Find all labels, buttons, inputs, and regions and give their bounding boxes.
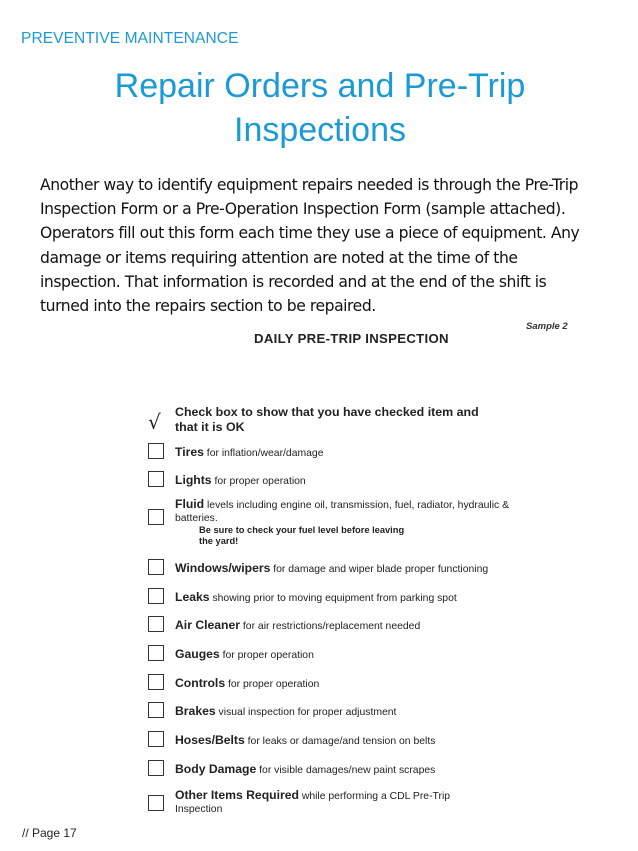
checkbox[interactable] bbox=[148, 674, 164, 690]
item-text bbox=[175, 705, 555, 720]
item-desc: visual inspection for proper adjustment bbox=[215, 707, 397, 718]
checkbox[interactable] bbox=[148, 616, 164, 632]
item-name: Gauges bbox=[175, 647, 220, 661]
item-text bbox=[175, 498, 555, 547]
intro-paragraph: Another way to identify equipment repairs needed is through the Pre-Trip Inspection Form or a Pre-Operation Inspection Form (sample attached). Operators fill out this form each time they use a piece of equipment. Any damage or items requiring attention are noted at the time of the inspection. That information is recorded and at the end of the shift is turned into the repairs section to be repaired. bbox=[40, 176, 580, 316]
item-text bbox=[175, 619, 555, 634]
item-name: Body Damage bbox=[175, 762, 257, 776]
checkbox[interactable] bbox=[148, 645, 164, 661]
item-line-1 bbox=[175, 789, 555, 804]
page-title-line-2: Inspections bbox=[234, 111, 406, 149]
item-text bbox=[175, 474, 555, 489]
checkbox[interactable] bbox=[148, 588, 164, 604]
page-title-line-1: Repair Orders and Pre-Trip bbox=[114, 67, 526, 105]
checkbox[interactable] bbox=[148, 471, 164, 487]
item-desc: showing prior to moving equipment from parking spot bbox=[209, 593, 457, 604]
item-desc: while performing a CDL Pre-Trip bbox=[298, 791, 451, 802]
item-name: Windows/wipers bbox=[175, 561, 271, 575]
item-name: Controls bbox=[175, 676, 226, 690]
checkbox[interactable] bbox=[148, 559, 164, 575]
fuel-note-line-1: Be sure to check your fuel level before leaving bbox=[199, 525, 405, 535]
page-title bbox=[60, 64, 580, 152]
item-line-2: Inspection bbox=[175, 803, 223, 815]
item-text bbox=[175, 591, 555, 606]
instruction-text bbox=[175, 405, 505, 434]
item-line-1 bbox=[175, 498, 555, 513]
item-name: Brakes bbox=[175, 704, 216, 718]
item-name: Lights bbox=[175, 473, 212, 487]
checkbox[interactable] bbox=[148, 509, 164, 525]
checkbox[interactable] bbox=[148, 443, 164, 459]
item-text bbox=[175, 789, 555, 816]
instruction-line-2: that it is OK bbox=[175, 419, 245, 434]
item-text bbox=[175, 734, 555, 749]
item-desc: for proper operation bbox=[211, 476, 306, 487]
item-text bbox=[175, 677, 555, 692]
item-desc: for proper operation bbox=[219, 650, 314, 661]
instruction-line-1: Check box to show that you have checked item and bbox=[175, 405, 479, 419]
item-text bbox=[175, 763, 555, 778]
item-desc: for damage and wiper blade proper functioning bbox=[270, 564, 489, 575]
item-name: Other Items Required bbox=[175, 788, 299, 802]
form-title: DAILY PRE-TRIP INSPECTION bbox=[254, 331, 449, 346]
item-name: Fluid bbox=[175, 497, 205, 511]
item-desc: for inflation/wear/damage bbox=[203, 448, 324, 459]
checkbox[interactable] bbox=[148, 731, 164, 747]
checkbox[interactable] bbox=[148, 702, 164, 718]
item-desc: for leaks or damage/and tension on belts bbox=[244, 736, 436, 747]
item-desc: for proper operation bbox=[225, 679, 320, 690]
checkbox[interactable] bbox=[148, 795, 164, 811]
item-desc: levels including engine oil, transmission, fuel, radiator, hydraulic & bbox=[204, 500, 510, 511]
item-name: Tires bbox=[175, 445, 204, 459]
item-text bbox=[175, 562, 555, 577]
item-desc: for air restrictions/replacement needed bbox=[240, 621, 421, 632]
item-name: Hoses/Belts bbox=[175, 733, 245, 747]
checkmark-icon: √ bbox=[148, 410, 161, 434]
item-desc: for visible damages/new paint scrapes bbox=[256, 765, 436, 776]
item-name: Leaks bbox=[175, 590, 210, 604]
item-line-2: batteries. bbox=[175, 512, 218, 524]
page-number: // Page 17 bbox=[22, 826, 77, 840]
section-label: PREVENTIVE MAINTENANCE bbox=[21, 30, 239, 47]
item-name: Air Cleaner bbox=[175, 618, 241, 632]
item-text bbox=[175, 446, 555, 461]
sample-label: Sample 2 bbox=[526, 321, 568, 332]
item-text bbox=[175, 648, 555, 663]
checkbox[interactable] bbox=[148, 760, 164, 776]
fuel-note-line-2: the yard! bbox=[199, 536, 239, 546]
